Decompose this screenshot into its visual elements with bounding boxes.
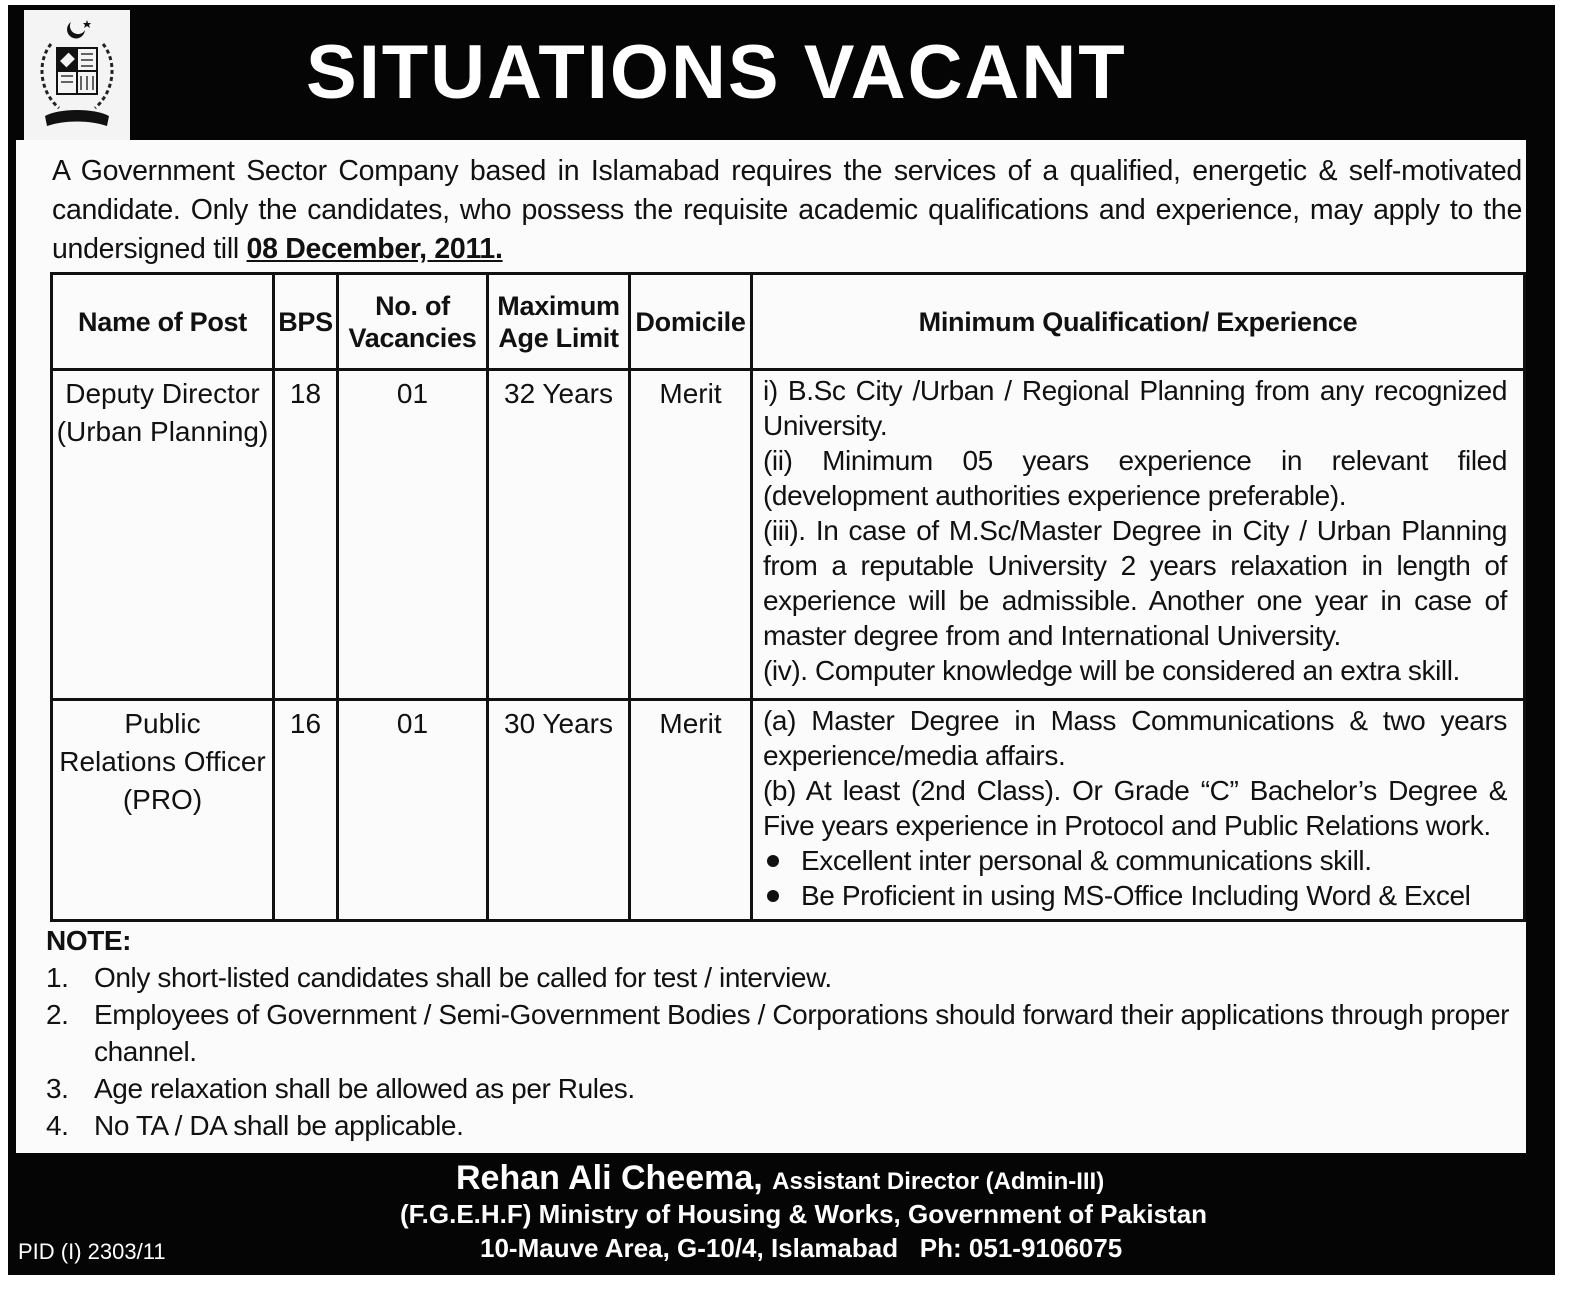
note-item: 3. Age relaxation shall be allowed as per Rules. — [46, 1073, 635, 1104]
col-header-bps: BPS — [274, 274, 338, 370]
col-header-qualification: Minimum Qualification/ Experience — [752, 274, 1525, 370]
bullet-icon — [767, 890, 779, 902]
state-emblem-icon — [24, 10, 130, 142]
cell-bps: 16 — [274, 700, 338, 921]
cell-age-limit: 32 Years — [488, 370, 630, 700]
table-row — [52, 370, 1525, 700]
bullet-icon — [767, 855, 779, 867]
cell-vacancies: 01 — [338, 700, 488, 921]
col-header-domicile: Domicile — [630, 274, 752, 370]
intro-line — [52, 230, 1522, 269]
note-item: 1. Only short-listed candidates shall be called for test / interview. — [46, 962, 832, 993]
table-row — [52, 700, 1525, 921]
phone: Ph: 051-9106075 — [919, 1233, 1123, 1263]
vacancies-table — [50, 272, 1526, 922]
table-header-row — [52, 274, 1525, 370]
address: 10-Mauve Area, G-10/4, Islamabad Ph: 051-9106075 — [480, 1233, 1123, 1263]
cell-domicile: Merit — [630, 700, 752, 921]
cell-domicile: Merit — [630, 370, 752, 700]
footer-banner — [8, 1153, 1555, 1275]
deadline-date: 08 December, 2011. — [246, 233, 503, 265]
list-item: Be Proficient in using MS-Office Including Word & Excel — [763, 878, 1507, 913]
note-item: 4. No TA / DA shall be applicable. — [46, 1110, 464, 1141]
cell-vacancies: 01 — [338, 370, 488, 700]
cell-qualification: i) B.Sc City /Urban / Regional Planning from any recognized University. (ii) Minimum 05 years experience in relevant filed (development authorities experience preferable). (iii). In case of M.Sc/Master Degree in City / Urban Planning from a reputable University 2 years relaxation in length of experience will be admissible. Another one year in case of master degree from and International University. (iv). Computer knowledge will be considered an extra skill. — [752, 370, 1525, 700]
list-item: Excellent inter personal & communications skill. — [763, 843, 1507, 878]
signatory — [456, 1159, 1104, 1198]
intro-line: A Government Sector Company based in Islamabad requires the services of a qualified, energetic & self-motivated — [52, 155, 1522, 187]
cell-qualification: (a) Master Degree in Mass Communications & two years experience/media affairs. (b) At least (2nd Class). Or Grade “C” Bachelor’s Degree & Five years experience in Protocol and Public Relations work. Excellent inter personal & communications skill. Be Proficient in using MS-Office Including Word & Excel — [752, 700, 1525, 921]
intro-line: candidate. Only the candidates, who possess the requisite academic qualifications and experience, may apply to the — [52, 194, 1522, 226]
notes-section — [46, 922, 1536, 1144]
cell-post: Deputy Director (Urban Planning) — [52, 370, 274, 700]
intro-paragraph — [52, 152, 1522, 269]
pid-number: PID (I) 2303/11 — [18, 1239, 166, 1264]
col-header-vacancies: No. of Vacancies — [338, 274, 488, 370]
page-title: SITUATIONS VACANT — [306, 30, 1127, 115]
col-header-age-limit: Maximum Age Limit — [488, 274, 630, 370]
signatory-designation: Assistant Director (Admin-III) — [772, 1168, 1105, 1195]
organization: (F.G.E.H.F) Ministry of Housing & Works, Government of Pakistan — [400, 1199, 1208, 1229]
cell-post: Public Relations Officer (PRO) — [52, 700, 274, 921]
notes-heading: NOTE: — [46, 925, 132, 956]
cell-bps: 18 — [274, 370, 338, 700]
intro-text: undersigned till — [52, 233, 247, 265]
note-item: 2. Employees of Government / Semi-Government Bodies / Corporations should forward their applications through proper channel. — [46, 999, 1510, 1067]
signatory-name: Rehan Ali Cheema, — [456, 1159, 763, 1197]
col-header-post: Name of Post — [52, 274, 274, 370]
cell-age-limit: 30 Years — [488, 700, 630, 921]
header-banner — [8, 5, 1555, 140]
